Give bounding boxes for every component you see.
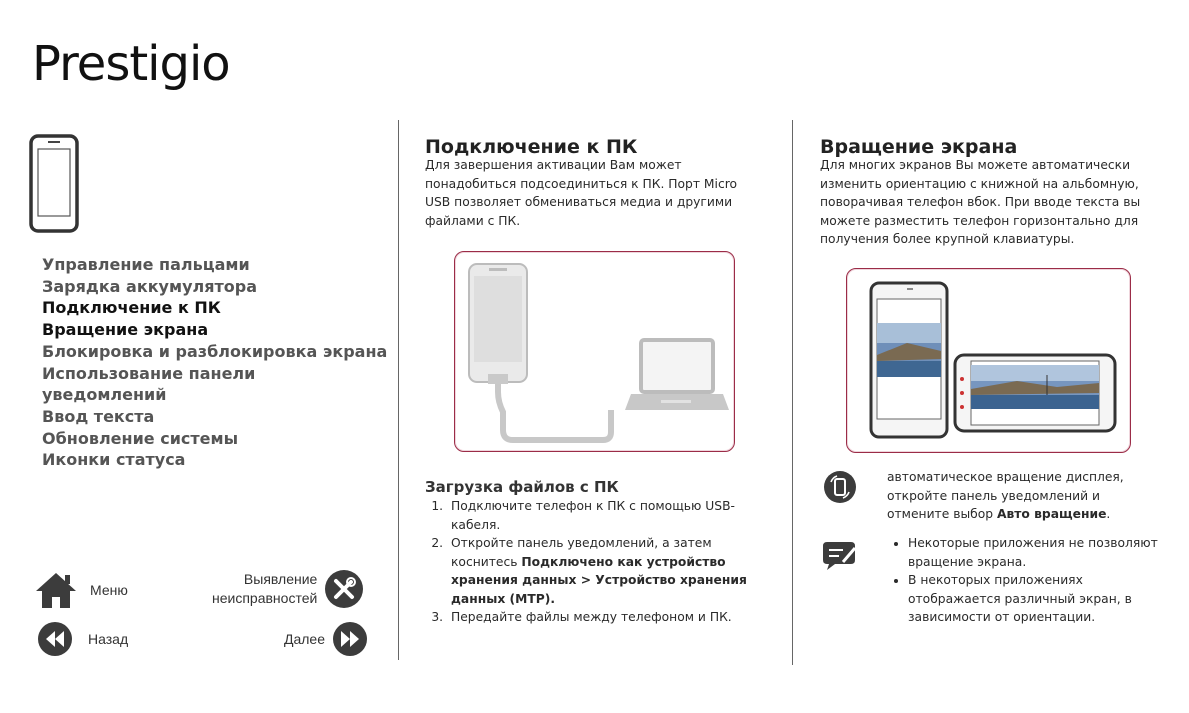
troubleshoot-label-line1: Выявление: [243, 571, 318, 587]
divider-left: [398, 120, 399, 660]
note-pen-icon: [821, 538, 859, 572]
toc-list: [42, 254, 392, 471]
brand-logo: Prestigio: [32, 36, 230, 92]
back-button[interactable]: [38, 622, 128, 656]
pc-connection-figure: [454, 251, 735, 452]
rotation-notes: [888, 534, 1178, 627]
toc-item-status-icons[interactable]: Иконки статуса: [42, 450, 186, 470]
step-3: 3. Передайте файлы между телефоном и ПК.: [447, 608, 777, 627]
toc-item-finger-control[interactable]: Управление пальцами: [42, 255, 250, 274]
rotation-tip-icon: [823, 470, 857, 504]
rotate-intro-text: Для многих экранов Вы можете автоматически изменить ориентацию с книжной на альбомную, поворачивая телефон вбок. При вводе текста вы можете разместить телефон горизонтально для получения более крупной клавиатуры.: [820, 158, 1141, 246]
menu-button[interactable]: [34, 570, 128, 610]
note-2: • В некоторых приложениях отображается различный экран, в зависимости от ориентации.: [908, 571, 1178, 627]
phone-rotation-illustration: [847, 269, 1130, 452]
rotation-tip-text: автоматическое вращение дисплея, откройте панель уведомлений и отмените выбор Авто вращение.: [887, 470, 1124, 521]
next-label: Далее: [284, 631, 326, 647]
note-1: • Некоторые приложения не позволяют вращение экрана.: [908, 534, 1178, 571]
toc-item-text-input[interactable]: Ввод текста: [42, 406, 155, 426]
rotation-figure: [846, 268, 1131, 453]
menu-label: Меню: [90, 582, 128, 598]
pc-section-title: Подключение к ПК: [425, 136, 638, 158]
troubleshoot-label-line2: неисправностей: [212, 590, 318, 606]
tools-icon: [325, 570, 363, 608]
home-icon: [34, 570, 78, 610]
download-steps: [425, 497, 777, 627]
toc-item-battery-charging[interactable]: Зарядка аккумулятора: [42, 276, 257, 296]
phone-outline-icon: [28, 133, 82, 235]
rotate-section-title: Вращение экрана: [820, 136, 1018, 158]
toc-item-notification-panel-cont[interactable]: уведомлений: [42, 385, 167, 405]
divider-right: [792, 120, 793, 665]
toc-item-pc-connect[interactable]: Подключение к ПК: [42, 298, 221, 318]
step-1: 1. Подключите телефон к ПК с помощью USB-кабеля.: [447, 497, 777, 534]
fast-forward-icon: [333, 622, 367, 656]
toc-item-lock-unlock[interactable]: Блокировка и разблокировка экрана: [42, 341, 388, 361]
toc-item-system-update[interactable]: Обновление системы: [42, 428, 239, 448]
next-button[interactable]: [284, 622, 367, 656]
step-2: 2. Откройте панель уведомлений, а затем коснитесь Подключено как устройство хранения данных > Устройство хранения данных (MTP).: [447, 534, 777, 608]
toc-item-screen-rotation[interactable]: Вращение экрана: [42, 320, 209, 340]
troubleshoot-button[interactable]: [212, 570, 363, 608]
back-label: Назад: [88, 631, 129, 647]
download-files-title: Загрузка файлов с ПК: [425, 478, 619, 496]
pc-intro-text: Для завершения активации Вам может понадобиться подсоединиться к ПК. Порт Micro USB позволяет обмениваться медиа и другими файлами с ПК.: [425, 158, 738, 228]
toc-item-notification-panel[interactable]: Использование панели: [42, 363, 256, 383]
phone-usb-laptop-illustration: [455, 252, 734, 451]
rewind-icon: [38, 622, 72, 656]
